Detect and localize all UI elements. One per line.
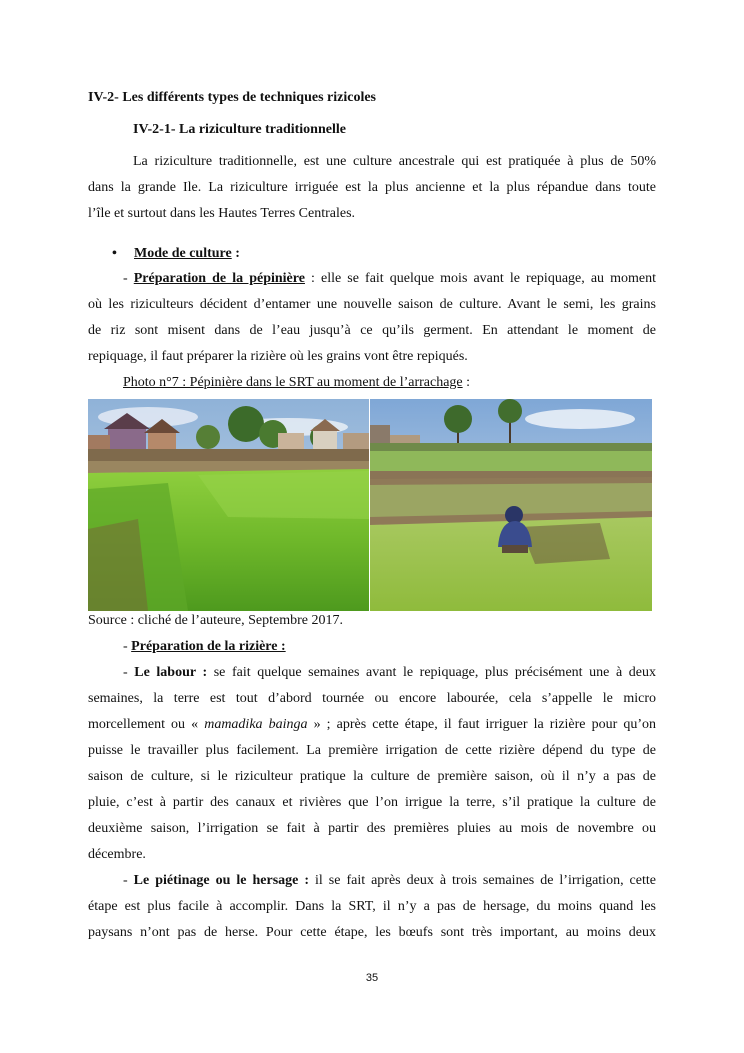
paragraph-line: décembre. — [88, 847, 146, 862]
section-heading: IV-2- Les différents types de techniques rizicoles — [88, 90, 376, 105]
paragraph-line: l’île et surtout dans les Hautes Terres Centrales. — [88, 206, 356, 221]
term-pietinage: Le piétinage ou le hersage : — [133, 873, 310, 888]
paragraph-line: repiquage, il faut préparer la rizière où les grains vont être repiqués. — [88, 349, 468, 364]
paragraph-line: dans la grande Ile. La riziculture irriguée est la plus ancienne et la plus répandue dans toute — [88, 180, 656, 195]
photo-nursery-right — [370, 399, 652, 611]
subsection-heading: IV-2-1- La riziculture traditionnelle — [133, 122, 346, 137]
term-preparation-pepiniere: Préparation de la pépinière — [133, 271, 305, 286]
paragraph-line: deuxième saison, l’irrigation se fait à partir des premières pluies au mois de novembre ou — [88, 821, 656, 836]
paragraph-line: - Préparation de la pépinière : elle se fait quelque mois avant le repiquage, au moment — [123, 271, 657, 286]
photo-caption: Photo n°7 : Pépinière dans le SRT au moment de l’arrachage : — [123, 375, 471, 390]
paragraph-line: La riziculture traditionnelle, est une culture ancestrale qui est pratiquée à plus de 50% — [133, 154, 656, 169]
paragraph-line: saison de culture, si le riziculteur pratique la culture de première saison, où il n’y a pas de — [88, 769, 656, 784]
paragraph-line: - Le piétinage ou le hersage : il se fait après deux à trois semaines de l’irrigation, cette — [123, 873, 656, 888]
page-number: 35 — [365, 972, 379, 984]
photo-source: Source : cliché de l’auteure, Septembre 2017. — [88, 613, 344, 628]
paragraph-line: - Le labour : se fait quelque semaines avant le repiquage, plus précisément une à deux — [123, 665, 656, 680]
term-mamadika-bainga: mamadika bainga — [204, 717, 308, 732]
photo-nursery-left — [88, 399, 369, 611]
paragraph-line: morcellement ou « mamadika bainga » ; après cette étape, il faut irriguer la rizière pour qu’on — [88, 717, 657, 732]
paragraph-line: semaines, la terre est tout d’abord tournée ou encore labourée, cela s’appelle le micro — [88, 691, 656, 706]
paragraph-line: de riz sont misent dans de l’eau jusqu’à ce qu’ils germent. En attendant le moment de — [88, 323, 656, 338]
bullet-icon: • — [112, 246, 117, 261]
paragraph-line: étape est plus facile à accomplir. Dans la SRT, il n’y a pas de hersage, du moins quand les — [88, 899, 656, 914]
paragraph-line: pluie, c’est à partir des canaux et rivières que l’on irrigue la terre, s’il pratique la culture de — [88, 795, 656, 810]
paragraph-line: paysans n’ont pas de herse. Pour cette étape, les bœufs sont très important, au moins deux — [88, 925, 656, 940]
bullet-item-mode-de-culture: • Mode de culture : — [112, 246, 240, 261]
paragraph-line: où les riziculteurs décident d’entamer une nouvelle saison de culture. Avant le semi, les grains — [88, 297, 656, 312]
subheading-preparation-riziere: - Préparation de la rizière : — [123, 639, 286, 654]
paragraph-line: puisse le travailler plus facilement. La première irrigation de cette rizière dépend du type de — [88, 743, 656, 758]
term-labour: Le labour : — [134, 665, 208, 680]
bullet-label: Mode de culture — [134, 246, 232, 261]
